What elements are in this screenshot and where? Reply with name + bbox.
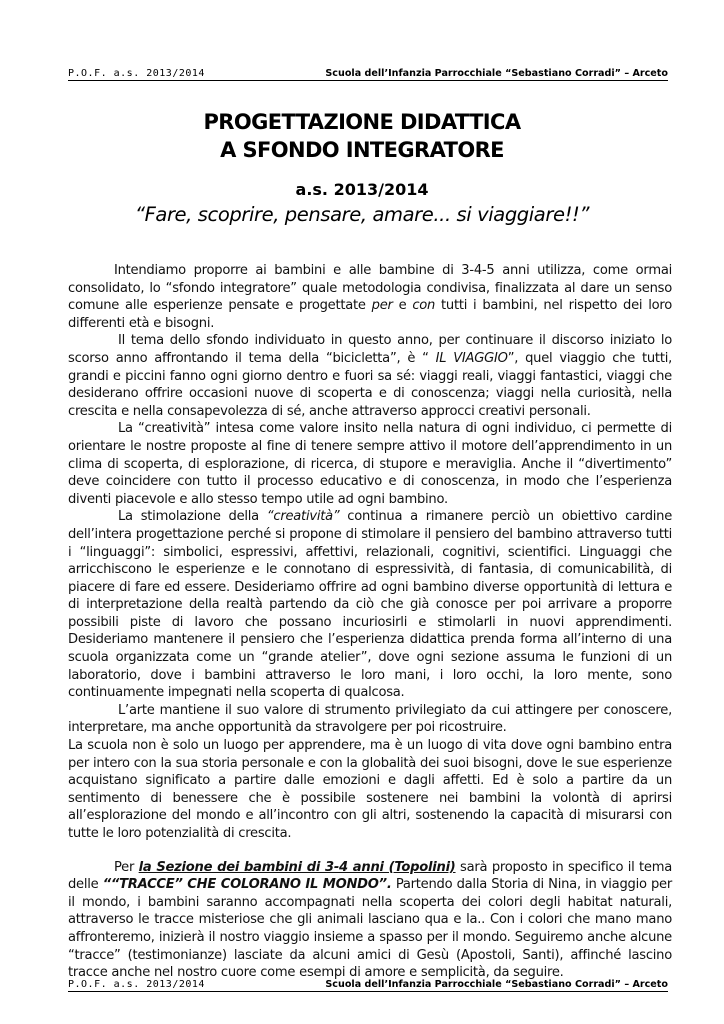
paragraph-5: L’arte mantiene il suo valore di strumento privilegiato da cui attingere per conoscere, interpretare, ma anche opportunità da stravolgere per poi ricostruire. <box>68 702 672 736</box>
paragraph-6: La scuola non è solo un luogo per apprendere, ma è un luogo di vita dove ogni bambino entra per intero con la sua storia personale e con la globalità dei suoi bisogni, dove le sue esperienze acquistano significato a partire dalle emozioni e dagli affetti. Ed è solo a partire da un sentimento di benessere che è possibile sostenere nei bambini la volontà di aprirsi all’esplorazione del mondo e all’incontro con gli altri, sostenendo la capacità di misurarsi con tutte le loro potenzialità di crescita. <box>68 738 672 841</box>
footer-left: P.O.F. a.s. 2013/2014 <box>68 979 205 990</box>
p7-section-name: la Sezione dei bambini di 3-4 anni (Topolini) <box>138 859 456 875</box>
page-footer <box>68 979 668 992</box>
p1-text-c: e <box>392 298 413 314</box>
header-right: Scuola dell’Infanzia Parrocchiale “Sebastiano Corradi” – Arceto <box>325 68 668 79</box>
motto: “Fare, scoprire, pensare, amare... si viaggiare!!” <box>134 203 590 226</box>
p4-text-c: continua a rimanere perciò un obiettivo cardine dell’intera progettazione perché si propone di stimolare il pensiero del bambino attraverso tutti i “linguaggi”: simbolici, espressivi, affettivi, relazionali, cognitivi, scientifici. Linguaggi che arricchiscono le esperienze e le connotano di espressività, di fantasia, di comunicabilità, di piacere di fare ed essere. Desideriamo offrire ad ogni bambino diverse opportunità di lettura e di interpretazione della realtà partendo da ciò che già conosce per poi arrivare a proporre possibili piste di lavoro che possano incuriosirli e stimolarli in nuovi apprendimenti. Desideriamo mantenere il pensiero che l’esperienza didattica prenda forma all’interno di una scuola organizzata come un “grande atelier”, dove ogni sezione assuma le funzioni di un laboratorio, dove i bambini attraverso le loro mani, i loro occhi, la loro mente, sono continuamente impegnati nella scoperta di qualcosa. <box>68 509 672 701</box>
school-year: a.s. 2013/2014 <box>295 180 429 199</box>
title-line-2: A SFONDO INTEGRATORE <box>220 138 504 162</box>
p2-text-a: Il tema dello sfondo individuato in questo anno, per continuare il discorso iniziato lo scorso anno affrontando il tema della “bicicletta”, è “ <box>68 333 672 366</box>
p7-text-e: Partendo dalla Storia di Nina, in viaggio per il mondo, i bambini saranno accompagnati nella scoperta dei colori degli habitat naturali, attraverso le tracce misteriose che gli animali lasciano qua e la.. Con i colori che mano mano affronteremo, inizierà il nostro viaggio insieme a spasso per il mondo. Seguiremo anche alcune “tracce” (testimonianze) lasciate da alcuni amici di Gesù (Apostoli, Santi), affinché lascino tracce anche nel nostro cuore come esempi di amore e semplicità, da seguire. <box>68 877 672 981</box>
p4-text-creativita: “creatività” <box>266 509 340 525</box>
paragraph-7 <box>68 859 672 982</box>
page-header <box>68 68 668 81</box>
p1-text-a: Intendiamo proporre ai bambini e alle bambine di 3-4-5 anni utilizza, come ormai consolidato, lo “sfondo integratore” quale metodologia condivisa, finalizzata al dare un senso comune alle esperienze pensate e progettate <box>68 263 672 314</box>
body-text <box>68 262 672 982</box>
paragraph-1 <box>68 262 672 332</box>
p7-text-a: Per <box>114 859 139 875</box>
p2-text-il-viaggio: IL VIAGGIO <box>435 350 508 366</box>
header-left: P.O.F. a.s. 2013/2014 <box>68 68 205 79</box>
paragraph-2 <box>68 332 672 420</box>
p2-text-c: ”, quel viaggio che tutti, grandi e piccini fanno ogni giorno dentro e fuori sa sé: viaggi reali, viaggi fantastici, viaggi che desiderano offrire occasioni nuove di scoperta e di conoscenza; viaggi nella curiosità, nella crescita e nella consapevolezza di sé, anche attraverso approcci creativi personali. <box>68 350 673 419</box>
p7-theme-title: ““TRACCE” CHE COLORANO IL MONDO”. <box>102 877 392 893</box>
footer-right: Scuola dell’Infanzia Parrocchiale “Sebastiano Corradi” – Arceto <box>325 979 668 990</box>
title-line-1: PROGETTAZIONE DIDATTICA <box>203 110 521 134</box>
paragraph-4 <box>68 508 672 702</box>
p1-text-per: per <box>371 298 393 314</box>
p7-text-c: sarà proposto in specifico il tema delle <box>68 859 672 893</box>
p4-text-a: La stimolazione della <box>118 509 267 525</box>
p1-text-e: tutti i bambini, nel rispetto dei loro differenti età e bisogni. <box>68 298 672 331</box>
paragraph-3: La “creatività” intesa come valore insito nella natura di ogni individuo, ci permette di orientare le nostre proposte al fine di tenere sempre attivo il motore dell’apprendimento in un clima di scoperta, di esplorazione, di ricerca, di stupore e meraviglia. Anche il “divertimento” deve coincidere con tutto il processo educativo e di conoscenza, in modo che l’esperienza diventi piacevole e allo stesso tempo utile ad ogni bambino. <box>68 421 672 507</box>
p1-text-con: con <box>412 298 436 314</box>
